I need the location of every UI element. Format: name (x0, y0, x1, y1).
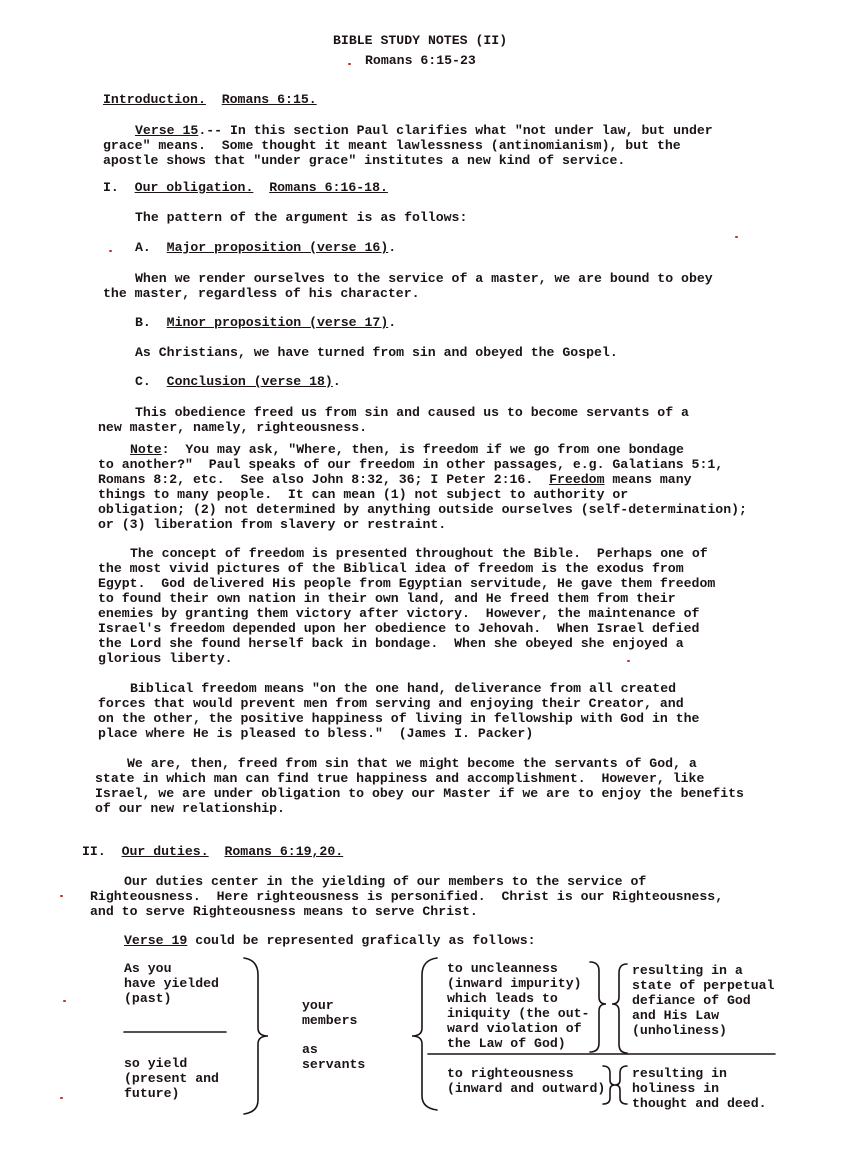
item-c-line-2: new master, namely, righteousness. (98, 420, 368, 435)
item-a-heading: A. Major proposition (verse 16). (135, 240, 397, 255)
concept-line-7: the Lord she found herself back in bondage. When she obeyed she enjoyed a (98, 636, 684, 651)
diagram-present-3: future) (124, 1086, 180, 1101)
section-2-heading-ref: Romans 6:19,20. (224, 844, 344, 859)
note-label: Note (130, 442, 162, 457)
diagram-result-righteous-2: holiness in (632, 1081, 720, 1096)
diagram-present-2: (present and (124, 1071, 219, 1086)
freed-line-3: Israel, we are under obligation to obey our Master if we are to enjoy the benefits (95, 786, 744, 801)
section-1-heading-text: Our obligation. (134, 180, 254, 195)
diagram-past-1: As you (124, 961, 172, 976)
intro-heading-text: Introduction. (103, 92, 206, 107)
concept-line-5: enemies by granting them victory after victory. However, the maintenance of (98, 606, 700, 621)
diagram-result-unclean-3: defiance of God (632, 993, 751, 1008)
scan-speck (109, 250, 112, 252)
note-line-4: things to many people. It can mean (1) not subject to authority or (98, 487, 629, 502)
section-1-heading-ref: Romans 6:16-18. (269, 180, 388, 195)
diagram-result-unclean-4: and His Law (632, 1008, 720, 1023)
section-2-line-1: Our duties center in the yielding of our members to the service of (124, 874, 647, 889)
diagram-unclean-4: iniquity (the out- (447, 1006, 590, 1021)
diagram-unclean-3: which leads to (447, 991, 558, 1006)
diagram-past-2: have yielded (124, 976, 219, 991)
scan-speck (63, 1000, 66, 1002)
scan-speck (60, 895, 63, 897)
item-b-title: Minor proposition (verse 17) (166, 315, 389, 330)
item-b-letter: B. (135, 315, 151, 330)
diagram-past-3: (past) (124, 991, 172, 1006)
biblical-line-4: place where He is pleased to bless." (James I. Packer) (98, 726, 534, 741)
diagram-middle-5: servants (302, 1057, 366, 1072)
verse-19-tail: could be represented grafically as follows: (187, 933, 536, 948)
diagram-middle-4: as (302, 1042, 318, 1057)
note-line-6: or (3) liberation from slavery or restraint. (98, 517, 447, 532)
item-c-heading: C. Conclusion (verse 18). (135, 374, 341, 389)
diagram-unclean-5: ward violation of (447, 1021, 582, 1036)
scan-speck (735, 236, 738, 238)
concept-line-3: Egypt. God delivered His people from Egyptian servitude, He gave them freedom (98, 576, 716, 591)
diagram-righteous-1: to righteousness (447, 1066, 574, 1081)
verse-19-label: Verse 19 (124, 933, 188, 948)
brace-result-left (612, 964, 627, 1053)
item-c-line-1: This obedience freed us from sin and caused us to become servants of a (135, 405, 689, 420)
concept-line-6: Israel's freedom depended upon her obedience to Jehovah. When Israel defied (98, 621, 700, 636)
diagram-unclean-1: to uncleanness (447, 961, 558, 976)
section-2-numeral: II. (82, 844, 106, 859)
freed-line-4: of our new relationship. (95, 801, 285, 816)
item-a-letter: A. (135, 240, 151, 255)
item-a-title: Major proposition (verse 16) (166, 240, 389, 255)
intro-line-2: grace" means. Some thought it meant lawlessness (antinomianism), but the (103, 138, 681, 153)
note-line-5: obligation; (2) not determined by anything outside ourselves (self-determination); (98, 502, 747, 517)
brace-large-right (244, 958, 268, 1114)
diagram-unclean-2: (inward impurity) (447, 976, 582, 991)
concept-line-2: the most vivid pictures of the Biblical idea of freedom is the exodus from (98, 561, 684, 576)
brace-result-righteous-left (615, 1066, 627, 1104)
note-line-1-text: : You may ask, "Where, then, is freedom if we go from one bondage (161, 442, 684, 457)
scan-speck (60, 1097, 63, 1099)
note-line-3-text: Romans 8:2, etc. See also John 8:32, 36; I Peter 2:16. (98, 472, 550, 487)
biblical-line-2: forces that would prevent men from serving and enjoying their Creator, and (98, 696, 684, 711)
freed-line-1: We are, then, freed from sin that we might become the servants of God, a (127, 756, 697, 771)
scan-speck (627, 660, 630, 662)
brace-righteous-right (603, 1066, 615, 1104)
section-2-heading-text: Our duties. (121, 844, 209, 859)
concept-line-4: to found their own nation in their own land, and He freed them from their (98, 591, 676, 606)
scripture-reference: Romans 6:15-23 (365, 53, 476, 68)
item-c-letter: C. (135, 374, 151, 389)
diagram-righteous-2: (inward and outward) (447, 1081, 606, 1096)
item-a-line-2: the master, regardless of his character. (103, 286, 420, 301)
biblical-line-1: Biblical freedom means "on the one hand, deliverance from all created (130, 681, 677, 696)
page-title: BIBLE STUDY NOTES (II) (333, 33, 508, 48)
biblical-line-3: on the other, the positive happiness of living in fellowship with God in the (98, 711, 700, 726)
intro-heading-ref: Romans 6:15. (221, 92, 317, 107)
freedom-term: Freedom (549, 472, 605, 487)
freedom-tail: means many (604, 472, 692, 487)
intro-line-3: apostle shows that "under grace" institutes a new kind of service. (103, 153, 626, 168)
section-1-numeral: I. (103, 180, 119, 195)
diagram-result-righteous-1: resulting in (632, 1066, 727, 1081)
concept-line-1: The concept of freedom is presented throughout the Bible. Perhaps one of (130, 546, 708, 561)
item-b-heading: B. Minor proposition (verse 17). (135, 315, 397, 330)
brace-unclean-right (590, 962, 606, 1052)
intro-verse-label: Verse 15 (135, 123, 199, 138)
diagram-unclean-6: the Law of God) (447, 1036, 566, 1051)
section-2-line-2: Righteousness. Here righteousness is personified. Christ is our Righteousness, (90, 889, 724, 904)
diagram-result-unclean-5: (unholiness) (632, 1023, 727, 1038)
diagram-middle-2: members (302, 1013, 358, 1028)
item-a-line-1: When we render ourselves to the service of a master, we are bound to obey (135, 271, 713, 286)
diagram-result-unclean-2: state of perpetual (632, 978, 775, 993)
diagram-result-unclean-1: resulting in a (632, 963, 743, 978)
diagram-result-righteous-3: thought and deed. (632, 1096, 767, 1111)
intro-line-1-text: .-- In this section Paul clarifies what "not under law, but under (198, 123, 713, 138)
brace-large-left (412, 958, 437, 1110)
freed-line-2: state in which man can find true happiness and accomplishment. However, like (95, 771, 705, 786)
note-line-2: to another?" Paul speaks of our freedom in other passages, e.g. Galatians 5:1, (98, 457, 724, 472)
diagram-present-1: so yield (124, 1056, 188, 1071)
item-b-text: As Christians, we have turned from sin and obeyed the Gospel. (135, 345, 618, 360)
section-2-line-3: and to serve Righteousness means to serve Christ. (90, 904, 478, 919)
pattern-text: The pattern of the argument is as follows: (135, 210, 468, 225)
concept-line-8: glorious liberty. (98, 651, 233, 666)
item-c-title: Conclusion (verse 18) (166, 374, 333, 389)
scan-speck (348, 63, 351, 65)
diagram-middle-1: your (302, 998, 334, 1013)
